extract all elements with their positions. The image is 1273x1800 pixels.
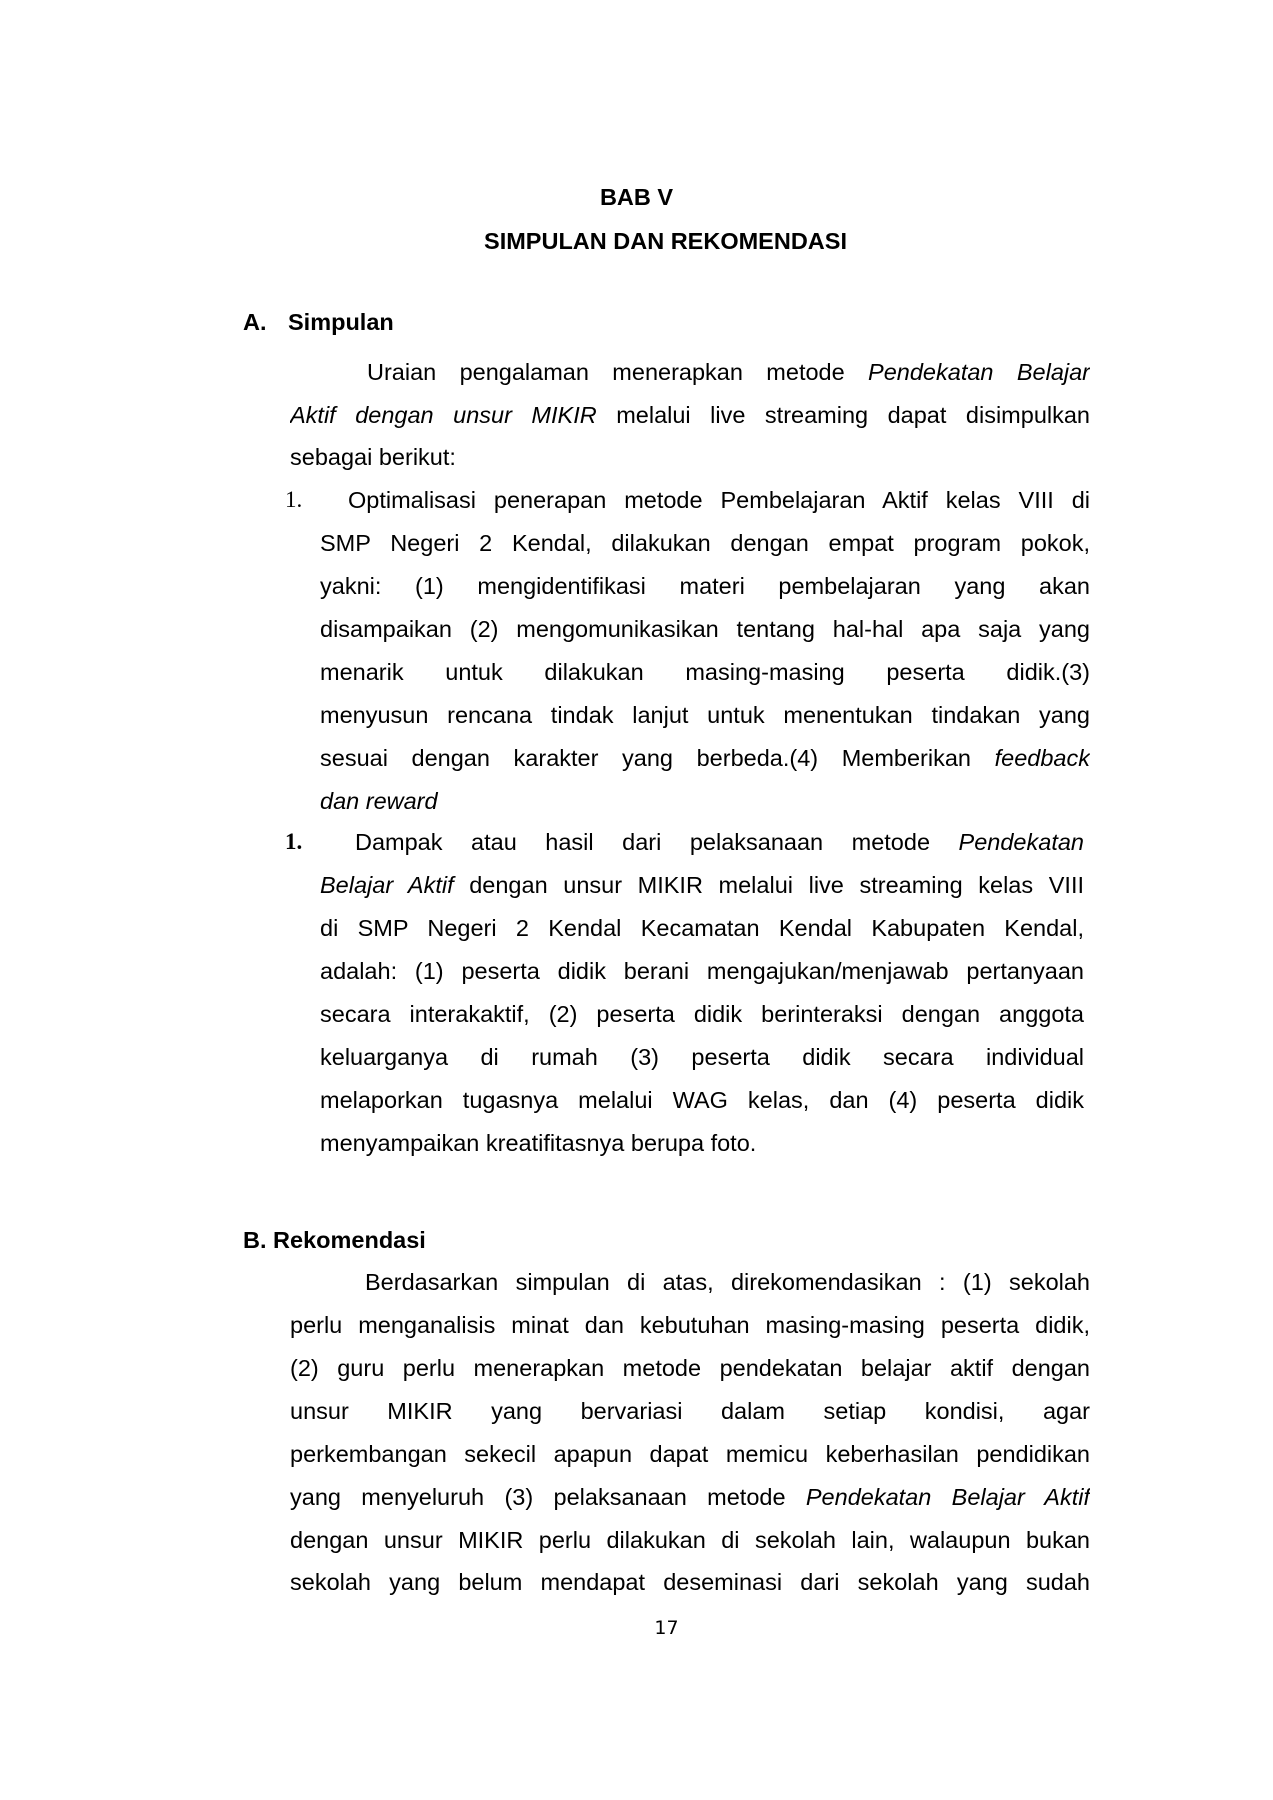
section-b-line — [290, 1440, 1090, 1468]
list-item-line — [320, 529, 1090, 557]
text: sesuai dengan karakter yang berbeda.(4) Memberikan — [320, 745, 995, 771]
section-b-line — [290, 1397, 1090, 1425]
italic-text: dan reward — [320, 788, 438, 814]
chapter-label: BAB V — [599, 184, 674, 210]
text: keluarganya di rumah (3) peserta didik secara individual — [320, 1044, 1084, 1070]
text: yang menyeluruh (3) pelaksanaan metode — [290, 1484, 806, 1510]
section-b-line — [290, 1568, 1090, 1596]
text: dengan unsur MIKIR perlu dilakukan di sekolah lain, walaupun bukan — [290, 1527, 1090, 1553]
italic-text: Pendekatan Belajar — [868, 359, 1090, 385]
text: Berdasarkan simpulan di atas, direkomendasikan : (1) sekolah — [365, 1269, 1090, 1295]
text: secara interakaktif, (2) peserta didik berinteraksi dengan anggota — [320, 1001, 1084, 1027]
text: SMP Negeri 2 Kendal, dilakukan dengan empat program pokok, — [320, 530, 1090, 556]
text: di SMP Negeri 2 Kendal Kecamatan Kendal Kabupaten Kendal, — [320, 915, 1084, 941]
section-a-heading: Simpulan — [288, 309, 394, 335]
section-b-line — [290, 1483, 1090, 1511]
text: Optimalisasi penerapan metode Pembelajaran Aktif kelas VIII di — [348, 487, 1090, 513]
list-item-line — [320, 701, 1090, 729]
section-b-heading: B. Rekomendasi — [243, 1227, 426, 1253]
list-item-line — [355, 828, 1084, 856]
section-a-intro-line — [290, 443, 456, 471]
section-b-line — [290, 1311, 1090, 1339]
text: menyampaikan kreatifitasnya berupa foto. — [320, 1130, 757, 1156]
text: yakni: (1) mengidentifikasi materi pembelajaran yang akan — [320, 573, 1090, 599]
text: sebagai berikut: — [290, 444, 456, 470]
list-item-line — [320, 744, 1090, 772]
text: unsur MIKIR yang bervariasi dalam setiap kondisi, agar — [290, 1398, 1090, 1424]
text: perkembangan sekecil apapun dapat memicu keberhasilan pendidikan — [290, 1441, 1090, 1467]
list-item-line — [320, 1043, 1084, 1071]
list-item-line — [320, 957, 1084, 985]
list-item-number: 1. — [285, 829, 303, 854]
list-item-line — [320, 615, 1090, 643]
italic-text: Pendekatan — [958, 829, 1084, 855]
text: menyusun rencana tindak lanjut untuk menentukan tindakan yang — [320, 702, 1090, 728]
chapter-title: SIMPULAN DAN REKOMENDASI — [484, 228, 847, 254]
text: melalui live streaming dapat disimpulkan — [596, 402, 1090, 428]
text: adalah: (1) peserta didik berani mengajukan/menjawab pertanyaan — [320, 958, 1084, 984]
list-item-line — [320, 1129, 756, 1157]
text: disampaikan (2) mengomunikasikan tentang hal-hal apa saja yang — [320, 616, 1090, 642]
text: Uraian pengalaman menerapkan metode — [367, 359, 869, 385]
list-item-line — [320, 914, 1084, 942]
list-item-line — [320, 1000, 1084, 1028]
section-a-intro-line — [367, 358, 1090, 386]
italic-text: Pendekatan Belajar Aktif — [805, 1484, 1090, 1510]
list-item-line — [348, 486, 1090, 514]
italic-text: Aktif dengan unsur MIKIR — [290, 402, 597, 428]
section-b-line — [290, 1354, 1090, 1382]
section-a-intro-line — [290, 401, 1090, 429]
text: menarik untuk dilakukan masing-masing peserta didik.(3) — [320, 659, 1090, 685]
list-item-line — [320, 1086, 1084, 1114]
italic-text: Belajar Aktif — [320, 872, 454, 898]
list-item-line — [320, 871, 1084, 899]
list-item-line — [320, 658, 1090, 686]
list-item-number: 1. — [285, 487, 303, 512]
text: Dampak atau hasil dari pelaksanaan metode — [355, 829, 959, 855]
section-b-line — [290, 1526, 1090, 1554]
list-item-line — [320, 787, 438, 815]
text: sekolah yang belum mendapat deseminasi dari sekolah yang sudah — [290, 1569, 1090, 1595]
text: (2) guru perlu menerapkan metode pendekatan belajar aktif dengan — [290, 1355, 1090, 1381]
section-a-marker: A. — [243, 309, 267, 335]
text: dengan unsur MIKIR melalui live streaming kelas VIII — [453, 872, 1084, 898]
list-item-line — [320, 572, 1090, 600]
text: perlu menganalisis minat dan kebutuhan masing-masing peserta didik, — [290, 1312, 1090, 1338]
text: melaporkan tugasnya melalui WAG kelas, dan (4) peserta didik — [320, 1087, 1084, 1113]
section-b-line — [365, 1268, 1090, 1296]
italic-text: feedback — [994, 745, 1090, 771]
page-number: 17 — [654, 1617, 679, 1639]
